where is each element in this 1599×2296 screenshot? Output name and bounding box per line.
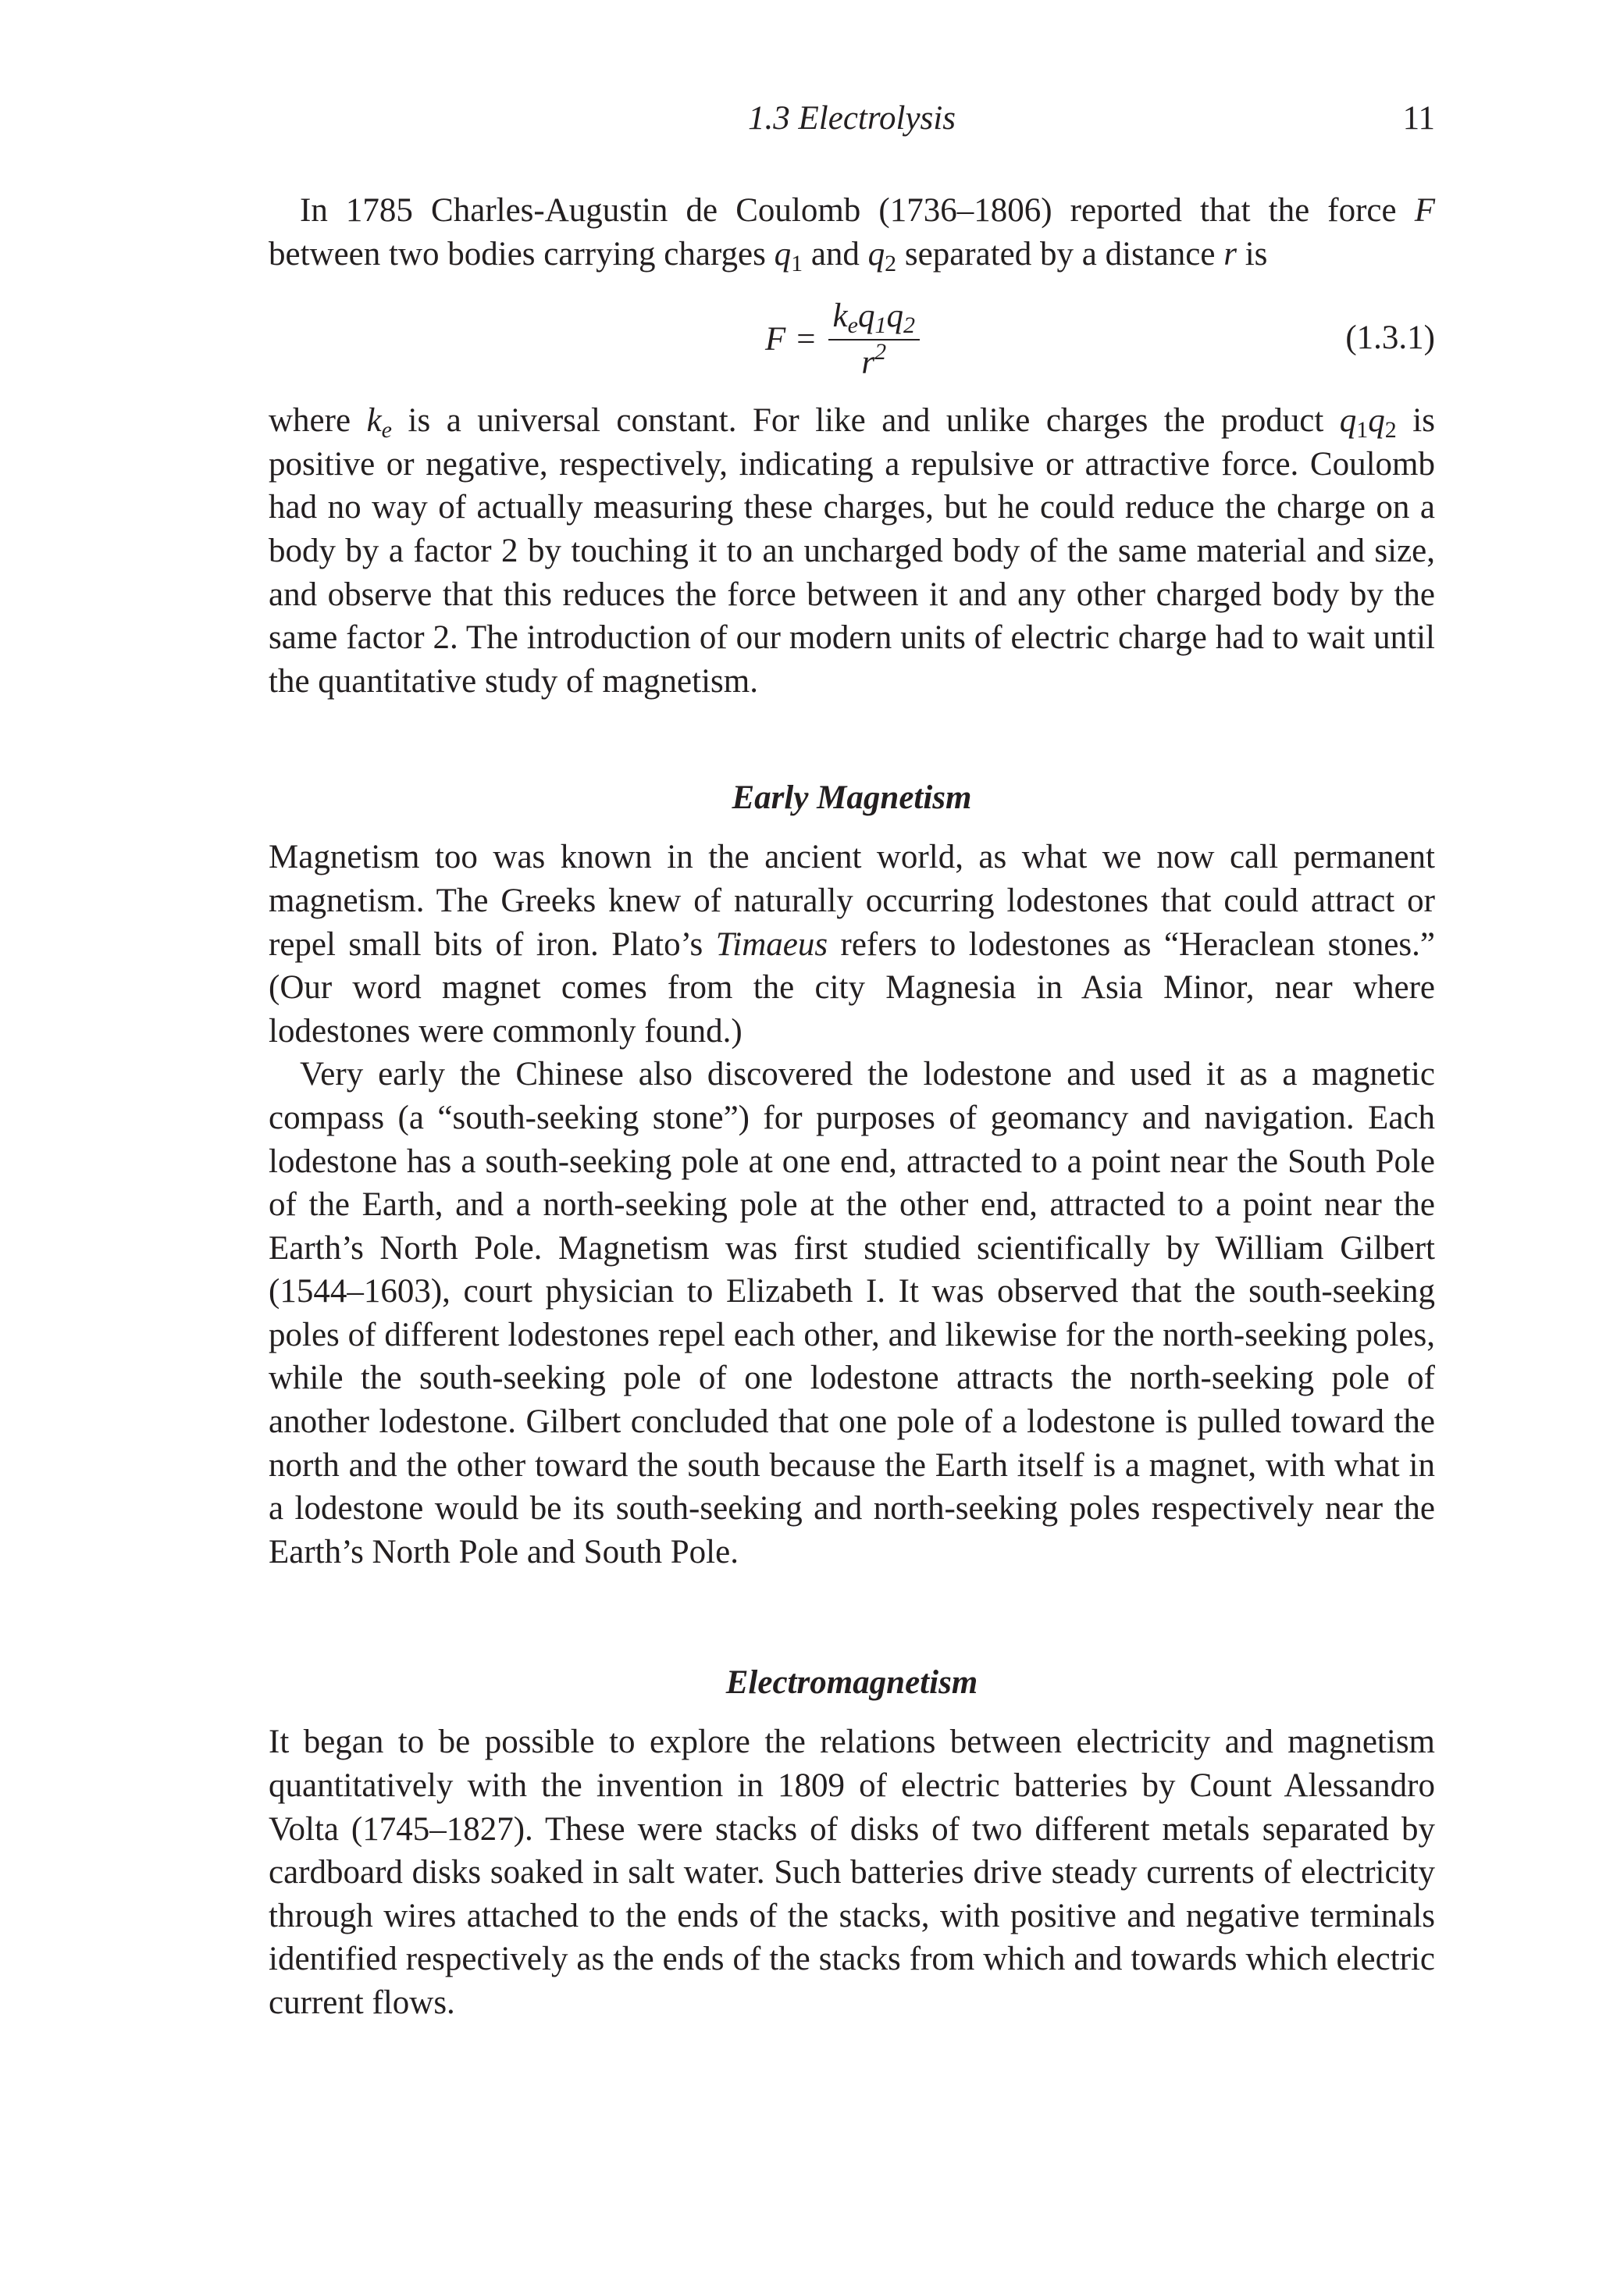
heading-electromagnetism: Electromagnetism: [725, 1664, 978, 1702]
magnetism-paragraph-2: Very early the Chinese also discovered the lodestone and used it as a magnetic compass (a “south-seeking stone”) for purposes of geomancy and navigation. Each lodestone has a south-seeking pole at one end, attracted to a point near the South Pole of the Earth, and a north-seeking pole at the other end, attracted to a point near the Earth’s North Pole. Magnetism was first studied scientifically by William Gilbert (1544–1603), court physician to Elizabeth I. It was observed that the south-seeking poles of different lodestones repel each other, and likewise for the north-seeking poles, while the south-seeking pole of one lodestone attracts the north-seeking pole of another lodestone. Gilbert concluded that one pole of a lodestone is pulled toward the north and the other toward the south because the Earth itself is a magnet, with what in a lodestone would be its south-seeking and north-seeking poles respectively near the Earth’s North Pole and South Pole.: [269, 1056, 1435, 1570]
magnetism-paragraph-1: Magnetism too was known in the ancient world, as what we now call permanent magnetism. The Greeks knew of naturally occurring lodestones that could attract or repel small bits of iron. Plato’s Timaeus refers to lodestones as “Heraclean stones.” (Our word magnet comes from the city Magnesia in Asia Minor, near where lodestones were commonly found.): [269, 839, 1435, 1050]
equation-body: F = $\frac{k_eq_1q_2}{r^2}$: [765, 280, 920, 399]
coulomb-equation: [269, 280, 1435, 399]
constant-paragraph: where $k_e$ is a universal constant. For like and unlike charges the product $q_1q_2$ is positive or negative, respectively, indicating a repulsive or attractive force. Coulomb had no way of actually measuring these charges, but he could reduce the charge on a body by a factor 2 by touching it to an uncharged body of the same material and size, and observe that this reduces the force between it and any other charged body by the same factor 2. The introduction of our modern units of electric charge had to wait until the quantitative study of magnetism.: [269, 402, 1435, 700]
equation-fraction: [828, 296, 920, 383]
fraction-numerator: $k_eq_1q_2$: [832, 298, 915, 339]
text-block: [269, 189, 1435, 2025]
page-number: 11: [1402, 100, 1435, 137]
electromagnetism-paragraph: It began to be possible to explore the relations between electricity and magnetism quantitatively with the invention in 1809 of electric batteries by Count Alessandro Volta (1745–1827). These were stacks of disks of two different metals separated by cardboard disks soaked in salt water. Such batteries drive steady currents of electricity through wires attached to the ends of the stacks, with positive and negative terminals identified respectively as the ends of the stacks from which and towards which electric current flows.: [269, 1724, 1435, 2021]
equation-number: (1.3.1): [1345, 319, 1435, 357]
section-title: 1.3 Electrolysis: [748, 100, 956, 137]
running-head: [269, 95, 1435, 142]
coulomb-paragraph: In 1785 Charles-Augustin de Coulomb (1736–1806) reported that the force F between two bodies carrying charges $q_1$ and $q_2$ separated by a distance r is: [269, 192, 1435, 276]
fraction-denominator: $r^2$: [861, 339, 887, 382]
heading-early-magnetism: Early Magnetism: [732, 779, 972, 817]
